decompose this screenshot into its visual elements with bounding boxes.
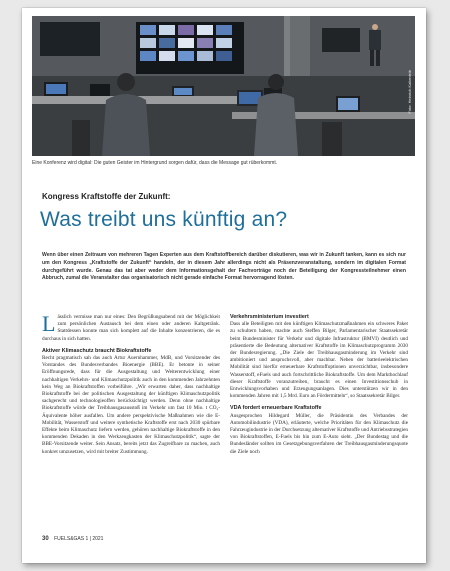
page-number: 30 (42, 536, 49, 542)
conference-photo (32, 16, 415, 156)
issue-label: FUELS&GAS 1 | 2021 (54, 536, 104, 542)
photo-caption: Eine Konferenz wird digital: Die guten Geister im Hintergrund sorgen dafür, dass die Message gut rüberkommt. (32, 160, 278, 166)
intro-paragraph (42, 311, 220, 343)
article-kicker: Kongress Kraftstoffe der Zukunft: (42, 192, 171, 201)
article-column-right (230, 314, 408, 461)
section-body-biokraftstoffe: Recht pragmatisch sah das auch Artur Auernhammer, MdB, und Vorsitzender des Vorstandes des Bundesverbandes Bioenergie (BBE). Er betonte in seiner Eröffnungsrede, dass für die Ausgestaltung und Weiterentwicklung einer nachhaltigen Verkehrs- und Klimaschutzpolitik auch in den kommenden Jahrzehnten kein Weg an Biokraftstoffen vorbeiführe. „Wir erwarten daher, dass nachhaltige Biokraftstoffe bei der politischen Ausgestaltung der künftigen Klimaschutzpolitik sachgerecht und technologieoffen berücksichtigt werden. Denn ohne nachhaltige Biokraftstoffe würde der Treibhausgasausstoß im Verkehr um fast 10 Mio. t CO₂-Äquivalente höher ausfallen. Um andere perspektivische Maßnahmen wie die E-Mobilität, Wasserstoff und weitere synthetische Kraftstoffe erst nach 2030 spürbare Effekte beim Klimaschutz liefern werden, gehören nachhaltige Biokraftstoffe in den kommenden Dekaden in den Werkzeugkasten der Klimaschutzpolitik“, sagte der BBE-Vorsitzende weiter. Sein Ansatz, bereits jetzt das Zugreifbare zu machen, auch konkret umzusetzen, wird mit breiter Zustimmung. (42, 355, 220, 455)
intro-text: ässlich vermisse man nur eines: Den Begrüßungsabend mit der Möglichkeit zum persönlichen Austausch bei dem einen oder anderen Kaltgetränk. Stattdessen konnte man sich komplett auf die Inhalte konzentrieren, die es durchaus in sich hatten. (42, 314, 220, 342)
section-heading-biokraftstoffe: Aktiver Klimaschutz braucht Biokraftstoffe (42, 347, 152, 354)
section-body-verkehrsministerium: Dass alle Beteiligten mit den künftigen Klimaschutzmaßnahmen ein schweres Paket zu schultern haben, machte auch Steffen Bilger, Parlamentarischer Staatssekretär beim Bundesminister für Verkehr und digitale Infrastruktur (BMVI) deutlich und präsentierte die Bedeutung alternativer Kraftstoffe im Klimaschutzprogramm 2030 der Bundesregierung. „Die Ziele der Treibhausgasminderung im Verkehr sind ambitioniert und anspruchsvoll, aber machbar. Neben der batterieelektrischen Mobilität sind hierfür erneuerbare Kraftstoffoptionen unverzichtbar, insbesondere Wasserstoff, eFuels und auch fortschrittliche Biokraftstoffe. Um dem Markthochlauf dieser Kraftstoffe voranzutreiben, braucht es einen Investitionsschub in Entwicklungsvorhaben und Erzeugungsanlagen. Dies unterstützen wir in den kommenden Jahren mit 1,5 Mrd. Euro an Fördermitteln“, so Staatssekretär Bilger. (230, 321, 408, 400)
section-body-vda: Ausgesprochen Hildegard Müller, die Präsidentin des Verbandes der Automobilindustrie (VDA), erläuterte, welche Prioritäten für den Klimaschutz die Fahrzeugindustrie in der Durchsetzung alternativer Kraftstoffe und Antriebsstrategien von Biokraftstoffen, E-Fuels bis hin zum E-Auto sieht. „Der Bundestag und die Bundesländer sollten im Gesetzgebungsverfahren der Treibhausgasminderungsquote die Ziele noch (230, 412, 408, 455)
article-column-left (42, 311, 220, 461)
article-lead: Wenn über einen Zeitraum von mehreren Tagen Experten aus dem Kraftstoffbereich darüber diskutieren, was wir in Zukunft tanken, kann es sich nur um den Kongress „Kraftstoffe der Zukunft“ handeln, der in diesem Jahr allerdings nicht als Präsenzveranstaltung, sondern im digitalen Format durchgeführt wurde. Genau das tat aber weder dem Informationsgehalt der Fachvorträge noch der Beteiligung der Kongressteilnehmer einen Abbruch, zumal die Veranstalter das organisatorisch nicht gerade einfache Format hervorragend lösten. (42, 252, 406, 282)
section-heading-verkehrsministerium: Verkehrsministerium investiert (230, 314, 309, 320)
section-heading-vda: VDA fordert erneuerbare Kraftstoffe (230, 405, 322, 412)
page-footer (42, 536, 103, 542)
photo-credit: Foto: Heinrich Kaltenleib (407, 70, 412, 114)
dropcap-letter: L (42, 311, 56, 336)
control-room-illustration (32, 16, 415, 156)
article-headline: Was treibt uns künftig an? (40, 208, 288, 231)
magazine-page (22, 8, 426, 563)
